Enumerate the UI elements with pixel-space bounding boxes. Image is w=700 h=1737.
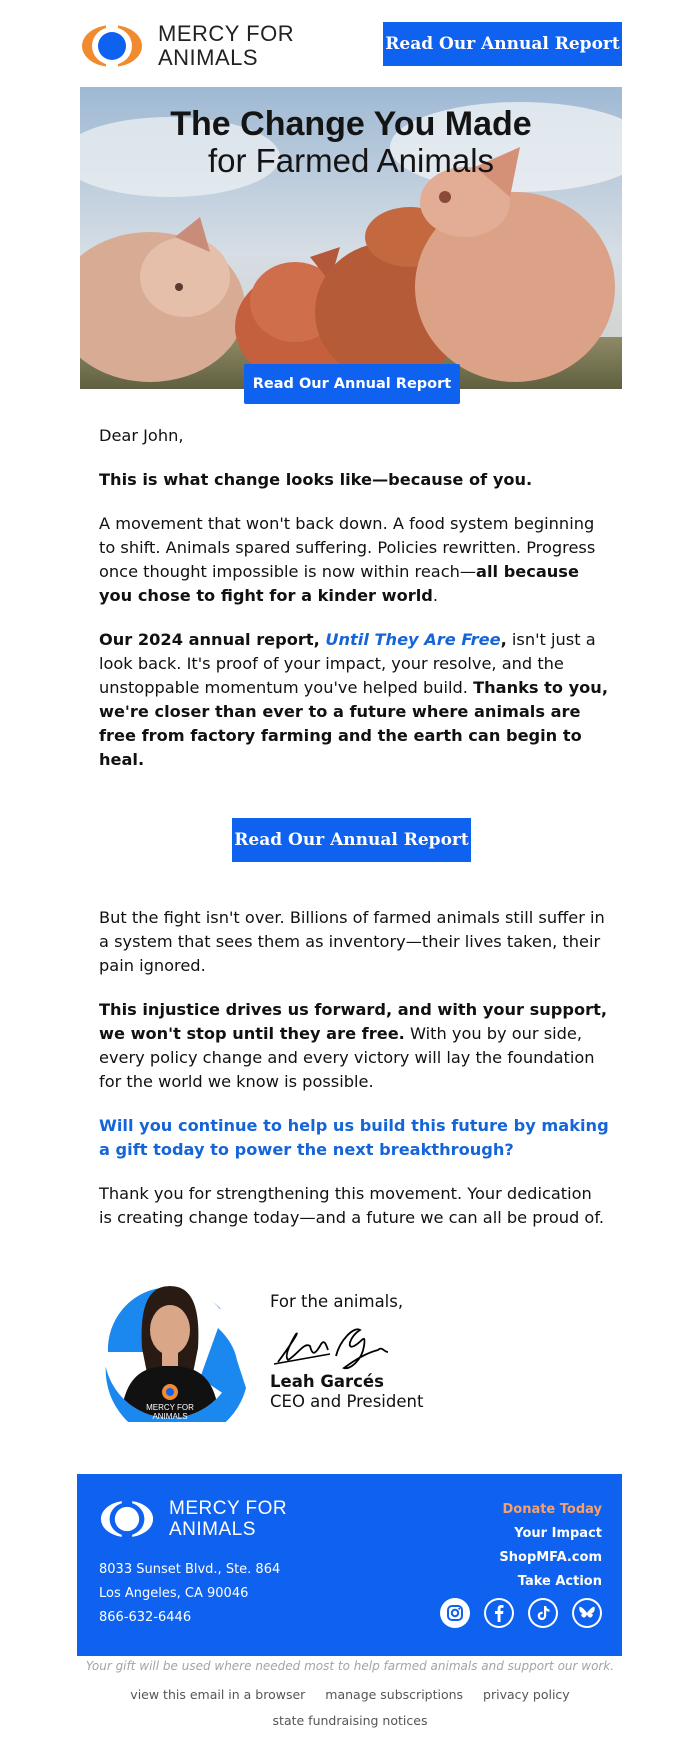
paragraph-3: But the fight isn't over. Billions of farmed animals still suffer in a system that sees them as inventory—their lives taken, their pain ignored. (99, 908, 605, 975)
closing: For the animals, (270, 1292, 404, 1311)
p2-bold-start: Our 2024 annual report, (99, 630, 326, 649)
p4-bold: This injustice drives us forward, and with your support, we won't stop until they are free. (99, 1000, 607, 1043)
paragraph-6: Thank you for strengthening this movement. Your dedication is creating change today—and a future we can all be proud of. (99, 1184, 604, 1227)
shop-mfa-link[interactable]: ShopMFA.com (499, 1550, 602, 1565)
p1-end: . (432, 586, 439, 605)
mfa-logo-mark-icon (80, 23, 144, 69)
footer-logo[interactable] (99, 1498, 287, 1540)
hero-annual-report-button[interactable]: Read Our Annual Report (244, 364, 460, 404)
p1-bold: all because you chose to fight for a kinder world (99, 562, 579, 605)
footer-address (99, 1558, 280, 1630)
p2-comma: , (500, 630, 507, 649)
hero-title-line-1: The Change You Made (170, 105, 532, 143)
phone-number[interactable]: 866-632-6446 (99, 1610, 192, 1625)
donation-ask-link[interactable]: Will you continue to help us build this future by making a gift today to power the next breakthrough? (99, 1116, 609, 1159)
p4-text: With you by our side, every policy change and every victory will lay the foundation for the world we know is possible. (99, 1024, 595, 1091)
paragraph-1 (99, 512, 609, 608)
gift-note: Your gift will be used where needed most to help farmed animals and support our work. (85, 1659, 615, 1673)
paragraph-4 (99, 998, 609, 1094)
shirt-line-2: ANIMALS (152, 1412, 188, 1421)
view-in-browser-link[interactable]: view this email in a browser (130, 1687, 306, 1702)
email-header (80, 20, 622, 72)
header-annual-report-button[interactable]: Read Our Annual Report (383, 22, 622, 66)
footer-logo-text (169, 1498, 287, 1540)
report-title-link[interactable]: Until They Are Free (325, 630, 501, 649)
footer-logo-line-1: MERCY FOR (169, 1498, 288, 1519)
footer-links (499, 1498, 602, 1594)
body-annual-report-button[interactable]: Read Our Annual Report (232, 818, 471, 862)
greeting: Dear John, (99, 426, 184, 445)
address-line-2: Los Angeles, CA 90046 (99, 1586, 249, 1601)
signer-name: Leah Garcés (270, 1372, 384, 1391)
footer-logo-line-2: ANIMALS (169, 1519, 256, 1540)
headline: This is what change looks like—because of you. (99, 470, 533, 489)
donate-today-link[interactable]: Donate Today (502, 1502, 602, 1517)
address-line-1: 8033 Sunset Blvd., Ste. 864 (99, 1562, 281, 1577)
ceo-avatar (100, 1268, 250, 1422)
letter-body-continued (99, 906, 609, 1250)
footer-logo-mark-icon (99, 1499, 155, 1539)
signature-text (270, 1292, 423, 1412)
letter-body (99, 424, 609, 792)
privacy-policy-link[interactable]: privacy policy (483, 1687, 570, 1702)
social-links (440, 1598, 602, 1628)
shirt-line-1: MERCY FOR (146, 1403, 194, 1412)
handwritten-signature (270, 1316, 423, 1370)
manage-subscriptions-link[interactable]: manage subscriptions (325, 1687, 464, 1702)
instagram-icon[interactable] (440, 1598, 470, 1628)
your-impact-link[interactable]: Your Impact (514, 1526, 602, 1541)
mfa-logo[interactable] (80, 22, 294, 70)
bluesky-icon[interactable] (572, 1598, 602, 1628)
signer-title: CEO and President (270, 1392, 424, 1411)
facebook-icon[interactable] (484, 1598, 514, 1628)
p2-text: isn't just a look back. It's proof of your impact, your resolve, and the unstoppable momentum you've helped build. (99, 630, 596, 697)
paragraph-2 (99, 628, 609, 772)
take-action-link[interactable]: Take Action (517, 1574, 602, 1589)
p2-bold-end: Thanks to you, we're closer than ever to a future where animals are free from factory farming and the earth can begin to heal. (99, 678, 608, 769)
hero-title (80, 105, 622, 179)
mfa-logo-text (158, 22, 294, 70)
tiktok-icon[interactable] (528, 1598, 558, 1628)
state-fundraising-notices-link[interactable]: state fundraising notices (272, 1713, 428, 1728)
footer (77, 1474, 622, 1656)
hero-title-line-2: for Farmed Animals (207, 142, 495, 179)
legal-links (0, 1682, 700, 1734)
p1-text: A movement that won't back down. A food system beginning to shift. Animals spared suffering. Policies rewritten. Progress once thought impossible is now within reach— (99, 514, 596, 581)
hero-image[interactable] (80, 87, 622, 389)
logo-line-2: ANIMALS (158, 45, 259, 70)
logo-line-1: MERCY FOR (158, 21, 295, 46)
signature-block (100, 1268, 620, 1428)
